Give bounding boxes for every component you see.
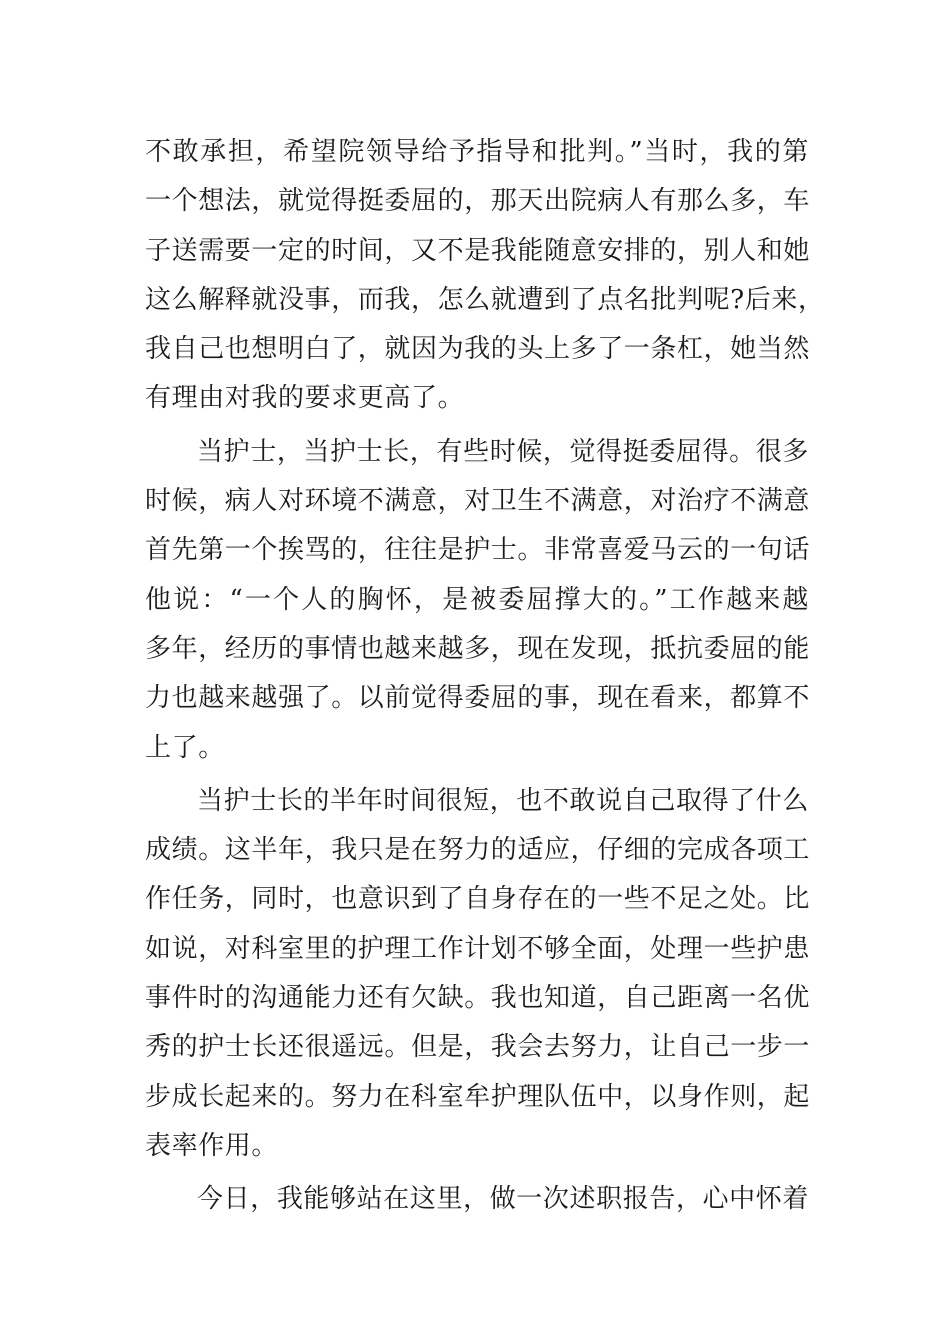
text-line: 力也越来越强了。以前觉得委屈的事，现在看来，都算不 — [145, 683, 811, 714]
text-line: 秀的护士长还很遥远。但是，我会去努力，让自己一步一 — [145, 1032, 811, 1063]
text-line: 如说，对科室里的护理工作计划不够全面，处理一些护患 — [145, 933, 811, 964]
text-line: 当护士长的半年时间很短，也不敢说自己取得了什么 — [197, 785, 809, 816]
text-line: 子送需要一定的时间，又不是我能随意安排的，别人和她 — [145, 235, 811, 266]
text-line: 作任务，同时，也意识到了自身存在的一些不足之处。比 — [145, 884, 811, 915]
text-line: 这么解释就没事，而我，怎么就遭到了点名批判呢?后来， — [145, 284, 825, 315]
text-line: 有理由对我的要求更高了。 — [145, 383, 465, 414]
paragraph-3 — [145, 777, 809, 1171]
text-line: 他说：“一个人的胸怀，是被委屈撑大的。”工作越来越 — [145, 584, 809, 615]
text-line: 首先第一个挨骂的，往往是护士。非常喜爱马云的一句话 — [145, 535, 811, 566]
text-line: 一个想法，就觉得挺委屈的，那天出院病人有那么多，车 — [145, 186, 811, 217]
text-line: 多年，经历的事情也越来越多，现在发现，抵抗委屈的能 — [145, 633, 811, 664]
paragraph-1 — [145, 128, 825, 424]
text-line: 上了。 — [145, 732, 225, 763]
text-line: 成绩。这半年，我只是在努力的适应，仔细的完成各项工 — [145, 835, 811, 866]
text-line: 我自己也想明白了，就因为我的头上多了一条杠，她当然 — [145, 334, 811, 365]
text-line: 时候，病人对环境不满意，对卫生不满意，对治疗不满意 — [145, 486, 811, 517]
text-line: 当护士，当护士长，有些时候，觉得挺委屈得。很多 — [197, 436, 809, 467]
text-line: 今日，我能够站在这里，做一次述职报告，心中怀着 — [197, 1184, 809, 1215]
text-line: 事件时的沟通能力还有欠缺。我也知道，自己距离一名优 — [145, 983, 811, 1014]
text-line: 不敢承担，希望院领导给予指导和批判。”当时，我的第 — [145, 137, 809, 167]
paragraph-4 — [145, 1175, 809, 1224]
document-body — [145, 128, 825, 1229]
text-line: 表率作用。 — [145, 1130, 279, 1161]
text-line: 步成长起来的。努力在科室牟护理队伍中，以身作则，起 — [145, 1081, 811, 1112]
paragraph-2 — [145, 428, 809, 773]
